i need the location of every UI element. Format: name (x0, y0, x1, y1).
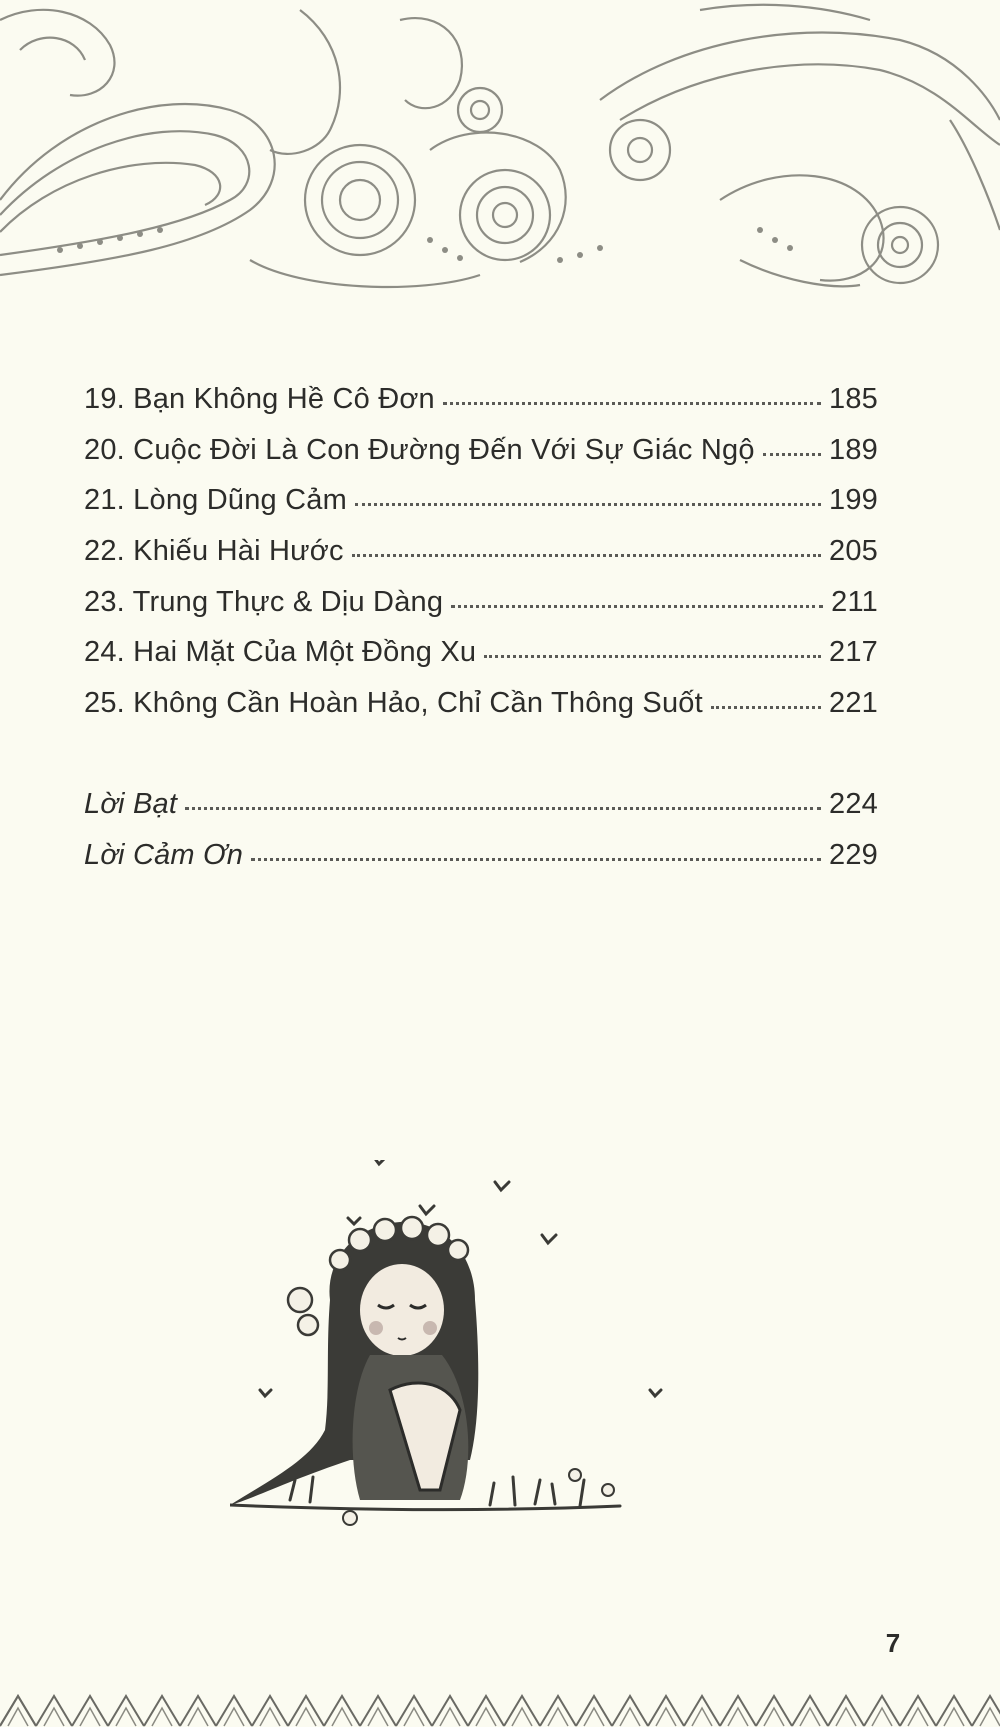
border-triangle-inner (764, 1708, 784, 1726)
toc-entry-title: 23. Trung Thực & Dịu Dàng (84, 585, 444, 618)
border-triangle (576, 1696, 612, 1726)
toc-entry-page: 205 (829, 535, 878, 568)
border-triangle-inner (584, 1708, 604, 1726)
border-triangle (360, 1696, 396, 1726)
border-triangle-inner (404, 1708, 424, 1726)
toc-entry-title: Lời Bạt (84, 787, 178, 820)
border-triangle-inner (368, 1708, 388, 1726)
toc-entry-title: 21. Lòng Dũng Cảm (84, 484, 347, 517)
border-triangle (180, 1696, 216, 1726)
border-triangle (252, 1696, 288, 1726)
border-triangle-inner (188, 1708, 208, 1726)
border-triangle-inner (548, 1708, 568, 1726)
toc-entry-page: 229 (829, 838, 878, 871)
border-triangle-inner (512, 1708, 532, 1726)
triangle-border-icon (0, 1688, 1000, 1727)
toc-entry (84, 434, 878, 485)
dot-leader (251, 858, 821, 861)
dot-leader (355, 503, 821, 506)
border-triangle-inner (872, 1708, 892, 1726)
border-triangle (144, 1696, 180, 1726)
toc-entry (84, 636, 878, 687)
border-triangle-inner (8, 1708, 28, 1726)
border-triangle (720, 1696, 756, 1726)
border-triangle (288, 1696, 324, 1726)
border-triangle (216, 1696, 252, 1726)
border-triangle (900, 1696, 936, 1726)
toc-entry (84, 839, 878, 890)
border-triangle (864, 1696, 900, 1726)
border-triangle (468, 1696, 504, 1726)
border-triangle-inner (80, 1708, 100, 1726)
toc-entry-page: 224 (829, 787, 878, 820)
toc-entry-title: Lời Cảm Ơn (84, 838, 244, 871)
border-triangle (36, 1696, 72, 1726)
paisley-ornament-icon (0, 0, 1000, 310)
border-triangle (540, 1696, 576, 1726)
border-triangle (648, 1696, 684, 1726)
toc-entry-title: 22. Khiếu Hài Hước (84, 535, 344, 568)
backmatter-list (84, 788, 878, 889)
border-triangle-inner (260, 1708, 280, 1726)
chapter-list (84, 383, 878, 738)
border-triangle-inner (908, 1708, 928, 1726)
dot-leader (185, 807, 821, 810)
border-triangle-inner (620, 1708, 640, 1726)
toc-entry (84, 788, 878, 839)
toc-entry-title: 19. Bạn Không Hề Cô Đơn (84, 383, 435, 415)
toc-entry (84, 687, 878, 738)
page-number: 7 (885, 1628, 901, 1658)
border-triangle-inner (44, 1708, 64, 1726)
girl-with-flower-crown-icon (230, 1160, 690, 1590)
border-triangle-inner (440, 1708, 460, 1726)
border-triangle (72, 1696, 108, 1726)
toc-entry (84, 586, 878, 637)
border-triangle-inner (980, 1708, 1000, 1726)
border-triangle (936, 1696, 972, 1726)
toc-entry-title: 20. Cuộc Đời Là Con Đường Đến Với Sự Giác Ngộ (84, 433, 755, 466)
toc-entry-page: 217 (829, 636, 878, 669)
border-triangle (432, 1696, 468, 1726)
dot-leader (484, 655, 821, 658)
border-triangle-inner (800, 1708, 820, 1726)
border-triangle-inner (296, 1708, 316, 1726)
border-triangle (0, 1696, 36, 1726)
border-triangle (972, 1696, 1000, 1726)
border-triangle-inner (728, 1708, 748, 1726)
toc-entry-page: 211 (831, 585, 878, 618)
dot-leader (763, 453, 821, 456)
toc-entry-page: 189 (829, 433, 878, 466)
toc-entry (84, 383, 878, 434)
toc-entry-title: 25. Không Cần Hoàn Hảo, Chỉ Cần Thông Suốt (84, 687, 703, 720)
table-of-contents (84, 383, 878, 889)
dot-leader (711, 706, 821, 709)
border-triangle-inner (692, 1708, 712, 1726)
border-triangle (504, 1696, 540, 1726)
toc-entry-page: 221 (829, 687, 878, 720)
border-triangle (612, 1696, 648, 1726)
border-triangle (792, 1696, 828, 1726)
border-triangle-inner (332, 1708, 352, 1726)
border-triangle-inner (152, 1708, 172, 1726)
toc-entry-page: 199 (829, 484, 878, 517)
dot-leader (443, 402, 821, 405)
border-triangle (396, 1696, 432, 1726)
toc-entry (84, 484, 878, 535)
border-triangle-inner (944, 1708, 964, 1726)
border-triangle-inner (476, 1708, 496, 1726)
border-triangle-inner (116, 1708, 136, 1726)
dot-leader (352, 554, 821, 557)
dot-leader (451, 605, 823, 608)
border-triangle-inner (224, 1708, 244, 1726)
border-triangle-inner (836, 1708, 856, 1726)
border-triangle (828, 1696, 864, 1726)
toc-entry (84, 535, 878, 586)
toc-entry-title: 24. Hai Mặt Của Một Đồng Xu (84, 636, 477, 669)
toc-entry-page: 185 (829, 383, 878, 415)
border-triangle (756, 1696, 792, 1726)
border-triangle (324, 1696, 360, 1726)
border-triangle (684, 1696, 720, 1726)
border-triangle-inner (656, 1708, 676, 1726)
border-triangle (108, 1696, 144, 1726)
